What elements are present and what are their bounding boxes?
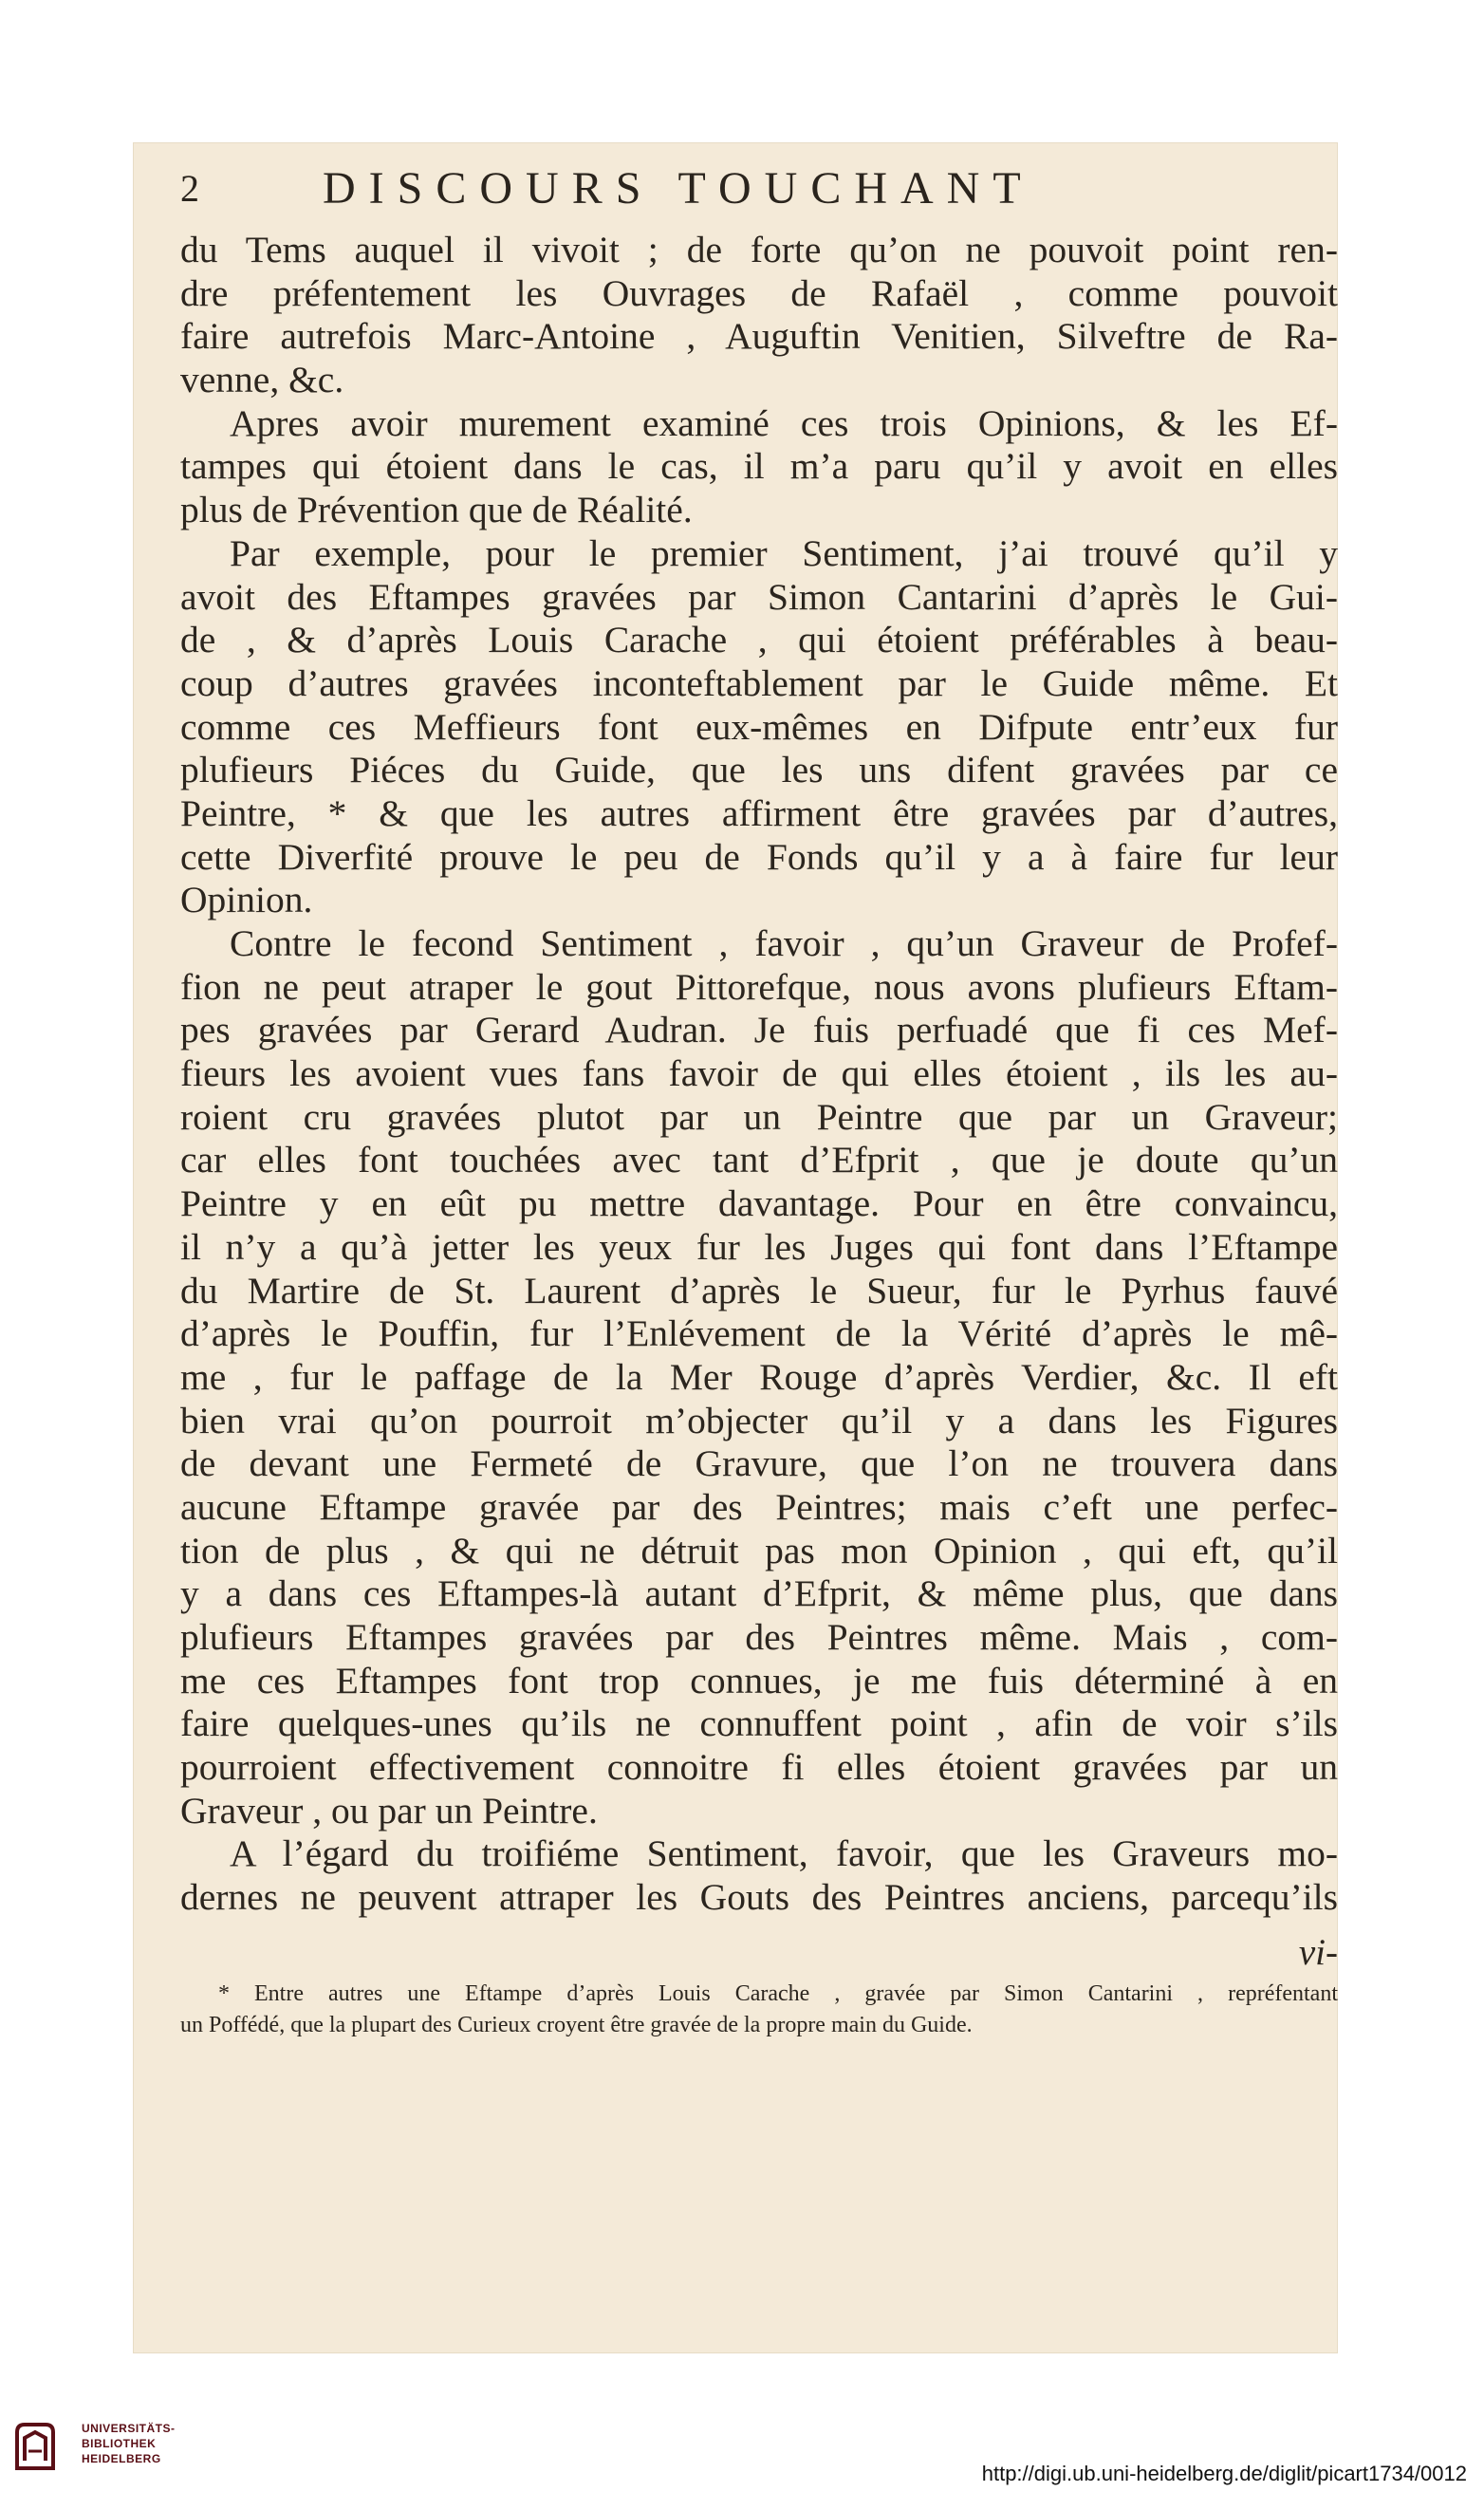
text-line: pes gravées par Gerard Audran. Je fuis perfuadé que fi ces Mef- [180,1009,1338,1051]
text-line: A l’égard du troifiéme Sentiment, favoir, que les Graveurs mo- [230,1832,1338,1875]
text-line: plufieurs Eftampes gravées par des Peintres même. Mais , com- [180,1616,1338,1658]
text-line: car elles font touchées avec tant d’Efprit , que je doute qu’un [180,1139,1338,1181]
text-line: Apres avoir murement examiné ces trois Opinions, & les Ef- [230,401,1338,444]
text-line: fion ne peut atraper le gout Pittorefque, nous avons plufieurs Eftam- [180,965,1338,1008]
library-seal-icon [11,2419,59,2476]
text-line: Contre le fecond Sentiment , favoir , qu’un Graveur de Profef- [230,922,1338,964]
library-name-line: UNIVERSITÄTS- [82,2422,176,2435]
text-line: faire autrefois Marc-Antoine , Auguftin Venitien, Silveftre de Ra- [180,315,1338,358]
text-line: tampes qui étoient dans le cas, il m’a paru qu’il y avoit en elles [180,445,1338,488]
catchword: vi- [1298,1932,1338,1973]
text-line: fieurs les avoient vues fans favoir de qui elles étoient , ils les au- [180,1052,1338,1095]
text-line: venne, &c. [180,359,344,401]
text-line: d’après le Pouffin, fur l’Enlévement de la Vérité d’après le mê- [180,1312,1338,1355]
text-line: comme ces Meffieurs font eux-mêmes en Difpute entr’eux fur [180,705,1338,748]
body-text [180,229,1338,1920]
footnote-line: * Entre autres une Eftampe d’après Louis Carache , gravée par Simon Cantarini , repréfentant [218,1981,1338,2006]
text-line: roient cru gravées plutot par un Peintre que par un Graveur; [180,1095,1338,1138]
page-number: 2 [180,167,199,210]
library-name [82,2421,176,2466]
text-line: y a dans ces Eftampes-là autant d’Efprit, & même plus, que dans [180,1572,1338,1615]
text-line: me , fur le paffage de la Mer Rouge d’après Verdier, &c. Il eft [180,1355,1338,1398]
text-line: dre préfentement les Ouvrages de Rafaël , comme pouvoit [180,271,1338,314]
text-line: Graveur , ou par un Peintre. [180,1789,598,1831]
text-line: faire quelques-unes qu’ils ne connuffent point , afin de voir s’ils [180,1702,1338,1745]
text-line: il n’y a qu’à jetter les yeux fur les Juges qui font dans l’Eftampe [180,1225,1338,1268]
text-line: me ces Eftampes font trop connues, je me fuis déterminé à en [180,1659,1338,1701]
text-line: Peintre, * & que les autres affirment être gravées par d’autres, [180,791,1338,834]
text-line: bien vrai qu’on pourroit m’objecter qu’il y a dans les Figures [180,1399,1338,1441]
running-title: DISCOURS TOUCHANT [323,163,1034,214]
text-line: de devant une Fermeté de Gravure, que l’on ne trouvera dans [180,1442,1338,1485]
library-logo [11,2417,201,2483]
text-line: du Tems auquel il vivoit ; de forte qu’on ne pouvoit point ren- [180,229,1338,270]
library-name-line: BIBLIOTHEK [82,2437,157,2450]
text-line: plufieurs Piéces du Guide, que les uns difent gravées par ce [180,749,1338,791]
text-line: plus de Prévention que de Réalité. [180,489,693,531]
text-line: aucune Eftampe gravée par des Peintres; mais c’eft une perfec- [180,1485,1338,1528]
text-line: cette Diverfité prouve le peu de Fonds qu’il y a à faire fur leur [180,835,1338,878]
footnote-line: un Poffédé, que la plupart des Curieux croyent être gravée de la propre main du Guide. [180,2013,973,2037]
text-line: coup d’autres gravées inconteftablement par le Guide même. Et [180,661,1338,704]
library-name-line: HEIDELBERG [82,2452,161,2465]
text-line: de , & d’après Louis Carache , qui étoient préférables à beau- [180,619,1338,661]
text-line: Opinion. [180,879,313,921]
text-line: dernes ne peuvent attraper les Gouts des Peintres anciens, parcequ’ils [180,1876,1338,1919]
source-url[interactable]: http://digi.ub.uni-heidelberg.de/diglit/picart1734/0012 [981,2462,1467,2485]
text-line: Peintre y en eût pu mettre davantage. Pour en être convaincu, [180,1182,1338,1225]
text-line: Par exemple, pour le premier Sentiment, j’ai trouvé qu’il y [230,531,1338,574]
text-line: avoit des Eftampes gravées par Simon Cantarini d’après le Gui- [180,575,1338,618]
text-line: du Martire de St. Laurent d’après le Sueur, fur le Pyrhus fauvé [180,1269,1338,1311]
text-line: tion de plus , & qui ne détruit pas mon Opinion , qui eft, qu’il [180,1529,1338,1571]
footnote [180,1979,1338,2041]
page-header [180,163,1352,223]
text-line: pourroient effectivement connoitre fi elles étoient gravées par un [180,1746,1338,1789]
